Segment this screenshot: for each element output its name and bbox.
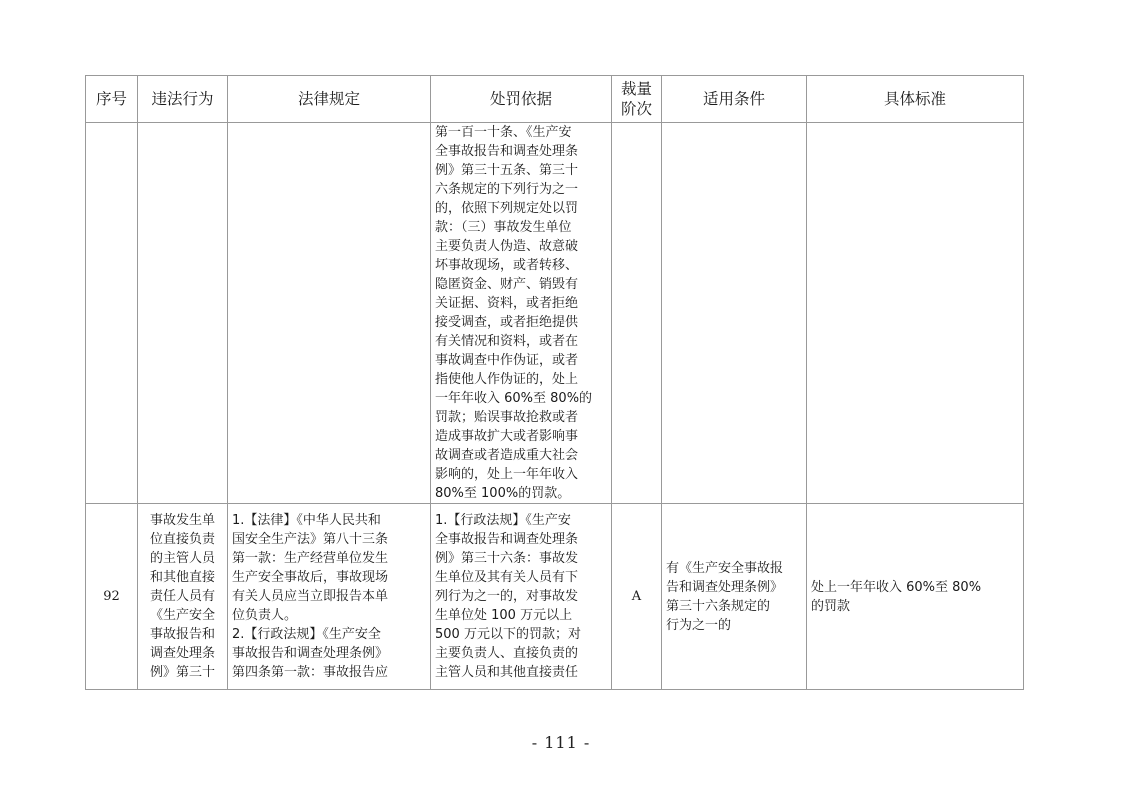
violation-text: 事故发生单 位直接负责 的主管人员 和其他直接 责任人员有 《生产安全 事故报告和 调查处理条 例》第三十 [149, 513, 215, 680]
page-number: - 111 - [531, 733, 591, 752]
cell-legal-provision [228, 504, 431, 690]
cell-violation [138, 504, 228, 690]
legal-provision-text: 1.【法律】《中华人民共和 国安全生产法》第八十三条 第一款：生产经营单位发生 生产安全事故后，事故现场 有关人员应当立即报告本单 位负责人。 2.【行政法规】《生产安全 事故报告和调查处理条例》 第四条第一款：事故报告应 [232, 513, 389, 680]
specific-standard-text: 处上一年年收入 60%至 80% 的罚款 [811, 579, 982, 614]
header-penalty-basis: 处罚依据 [431, 76, 612, 123]
cell-penalty-basis [431, 504, 612, 690]
header-discretion-level: 裁量 阶次 [612, 76, 662, 123]
cell-penalty-basis [431, 123, 612, 504]
cell-applicable-condition [662, 123, 807, 504]
header-specific-standard: 具体标准 [807, 76, 1024, 123]
cell-discretion-level: A [612, 504, 662, 690]
table-row [86, 123, 1024, 504]
header-applicable-condition: 适用条件 [662, 76, 807, 123]
table-row [86, 504, 1024, 690]
cell-legal-provision [228, 123, 431, 504]
penalty-basis-text: 第一百一十条、《生产安 全事故报告和调查处理条 例》第三十五条、第三十 六条规定的下列行为之一 的，依照下列规定处以罚 款：（三）事故发生单位 主要负责人伪造、故意破 坏事故现场，或者转移、 隐匿资金、财产、销毁有 关证据、资料，或者拒绝 接受调查，或者拒绝提供 有关情况和资料，或者在 事故调查中作伪证，或者 指使他人作伪证的，处上 一年年收入 60%至 80%的 罚款；贻误事故抢救或者 造成事故扩大或者影响事 故调查或者造成重大社会 影响的，处上一年年收入 80%至 100%的罚款。 [435, 125, 593, 501]
cell-discretion-level [612, 123, 662, 504]
applicable-condition-text: 有《生产安全事故报 告和调查处理条例》 第三十六条规定的 行为之一的 [666, 560, 784, 633]
cell-serial-no: 92 [86, 504, 138, 690]
cell-violation [138, 123, 228, 504]
cell-specific-standard [807, 504, 1024, 690]
penalty-basis-text: 1.【行政法规】《生产安 全事故报告和调查处理条 例》第三十六条：事故发 生单位及其有关人员有下 列行为之一的，对事故发 生单位处 100 万元以上 500 万元以下的罚款；对 主要负责人、直接负责的 主管人员和其他直接责任 [435, 513, 581, 680]
header-legal-provision: 法律规定 [228, 76, 431, 123]
header-violation: 违法行为 [138, 76, 228, 123]
cell-specific-standard [807, 123, 1024, 504]
table-header-row [86, 76, 1024, 123]
cell-serial-no [86, 123, 138, 504]
header-serial-no: 序号 [86, 76, 138, 123]
penalty-standard-table [85, 75, 1024, 690]
cell-applicable-condition [662, 504, 807, 690]
